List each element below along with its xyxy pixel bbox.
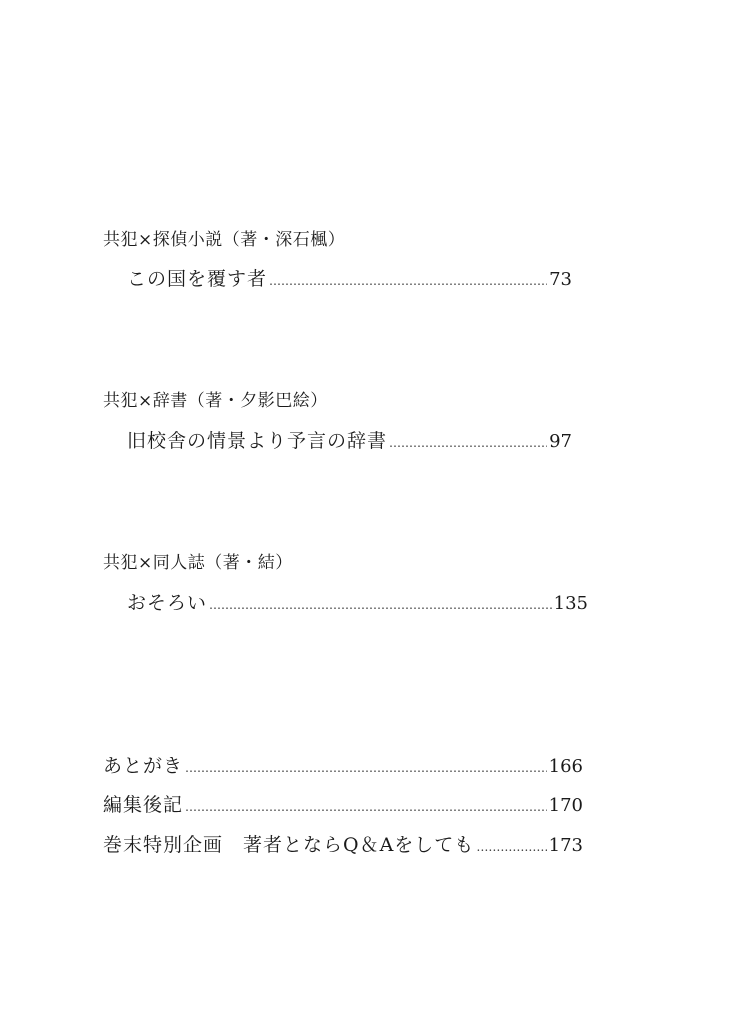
dot-leader	[209, 599, 552, 611]
toc-entry-special-feature	[103, 836, 583, 855]
dot-leader	[269, 275, 547, 287]
toc-entry-afterword	[103, 757, 583, 776]
toc-entry-page-number: 73	[549, 269, 572, 290]
section-heading-dictionary: 共犯×辞書（著・夕影巴絵）	[103, 391, 328, 411]
toc-entry-editors-note	[103, 796, 583, 815]
toc-entry	[127, 594, 588, 613]
dot-leader	[185, 762, 547, 774]
toc-entry-page-number: 170	[548, 795, 583, 816]
dot-leader	[389, 437, 547, 449]
toc-entry-title: この国を覆す者	[127, 268, 268, 290]
toc-entry-page-number: 166	[548, 756, 583, 777]
toc-entry-page-number: 135	[553, 593, 588, 614]
toc-entry-title: 旧校舎の情景より予言の辞書	[127, 430, 388, 452]
toc-entry-page-number: 97	[549, 431, 572, 452]
dot-leader	[185, 801, 547, 813]
toc-entry-page-number: 173	[548, 835, 583, 856]
section-heading-doujinshi: 共犯×同人誌（著・結）	[103, 553, 293, 573]
toc-entry-title: 編集後記	[103, 794, 184, 816]
toc-entry-title: おそろい	[127, 592, 208, 614]
toc-entry-title: あとがき	[103, 755, 184, 777]
toc-entry-title: 巻末特別企画 著者とならQ＆Aをしても	[103, 834, 475, 856]
dot-leader	[476, 841, 546, 853]
toc-entry	[127, 270, 572, 289]
toc-entry	[127, 432, 572, 451]
section-heading-detective-novel: 共犯×探偵小説（著・深石楓）	[103, 230, 346, 250]
